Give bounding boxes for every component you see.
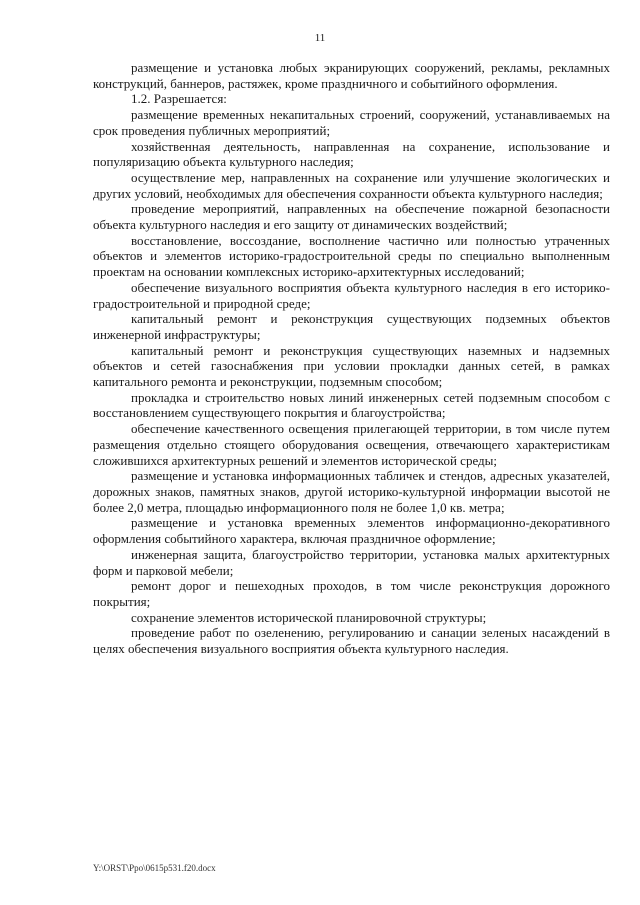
paragraph: проведение мероприятий, направленных на обеспечение пожарной безопасности объекта культурного наследия и его защиту от динамических воздействий; xyxy=(93,201,610,233)
paragraph: восстановление, воссоздание, восполнение частично или полностью утраченных объектов и элементов историко-градостроительной среды по специально выполненным проектам на основании комплексных историко-архитектурных исследований; xyxy=(93,232,610,280)
paragraph: обеспечение качественного освещения прилегающей территории, в том числе путем размещения отдельно стоящего оборудования освещения, отвечающего характеристикам сложившихся архитектурных решений и элементов исторической среды; xyxy=(93,421,610,468)
paragraph: инженерная защита, благоустройство территории, установка малых архитектурных форм и парковой мебели; xyxy=(93,546,610,578)
paragraph: размещение и установка информационных табличек и стендов, адресных указателей, дорожных знаков, памятных знаков, другой историко-культурной информации высотой не более 2,0 метра, площадью информационного поля не более 1,0 кв. метра; xyxy=(93,468,610,515)
paragraph: размещение и установка временных элементов информационно-декоративного оформления событийного характера, включая праздничное оформление; xyxy=(93,515,610,547)
document-body xyxy=(93,60,610,657)
paragraph: капитальный ремонт и реконструкция существующих наземных и надземных объектов и сетей газоснабжения при условии прокладки данных сетей, в рамках капитального ремонта и реконструкции, подземным способом; xyxy=(93,342,610,390)
paragraph: прокладка и строительство новых линий инженерных сетей подземным способом с восстановлением существующего покрытия и благоустройства; xyxy=(93,389,610,421)
paragraph: размещение временных некапитальных строений, сооружений, устанавливаемых на срок проведения публичных мероприятий; xyxy=(93,107,610,138)
paragraph: капитальный ремонт и реконструкция существующих подземных объектов инженерной инфраструктуры; xyxy=(93,311,610,342)
section-heading: 1.2. Разрешается: xyxy=(131,91,227,107)
paragraph: обеспечение визуального восприятия объекта культурного наследия в его историко-градостроительной и природной среде; xyxy=(93,279,610,311)
paragraph: хозяйственная деятельность, направленная на сохранение, использование и популяризацию объекта культурного наследия; xyxy=(93,138,610,170)
paragraph: сохранение элементов исторической планировочной структуры; xyxy=(131,609,487,625)
paragraph: ремонт дорог и пешеходных проходов, в том числе реконструкция дорожного покрытия; xyxy=(93,578,610,609)
file-path-footer: Y:\ORST\Ppo\0615p531.f20.docx xyxy=(93,863,216,873)
paragraph: проведение работ по озеленению, регулированию и санации зеленых насаждений в целях обеспечения визуального восприятия объекта культурного наследия. xyxy=(93,625,610,657)
paragraph: размещение и установка любых экранирующих сооружений, рекламы, рекламных конструкций, баннеров, растяжек, кроме праздничного и событийного оформления. xyxy=(93,60,610,91)
page-number: 11 xyxy=(314,32,326,44)
paragraph: осуществление мер, направленных на сохранение или улучшение экологических и других условий, необходимых для обеспечения сохранности объекта культурного наследия; xyxy=(93,169,610,201)
